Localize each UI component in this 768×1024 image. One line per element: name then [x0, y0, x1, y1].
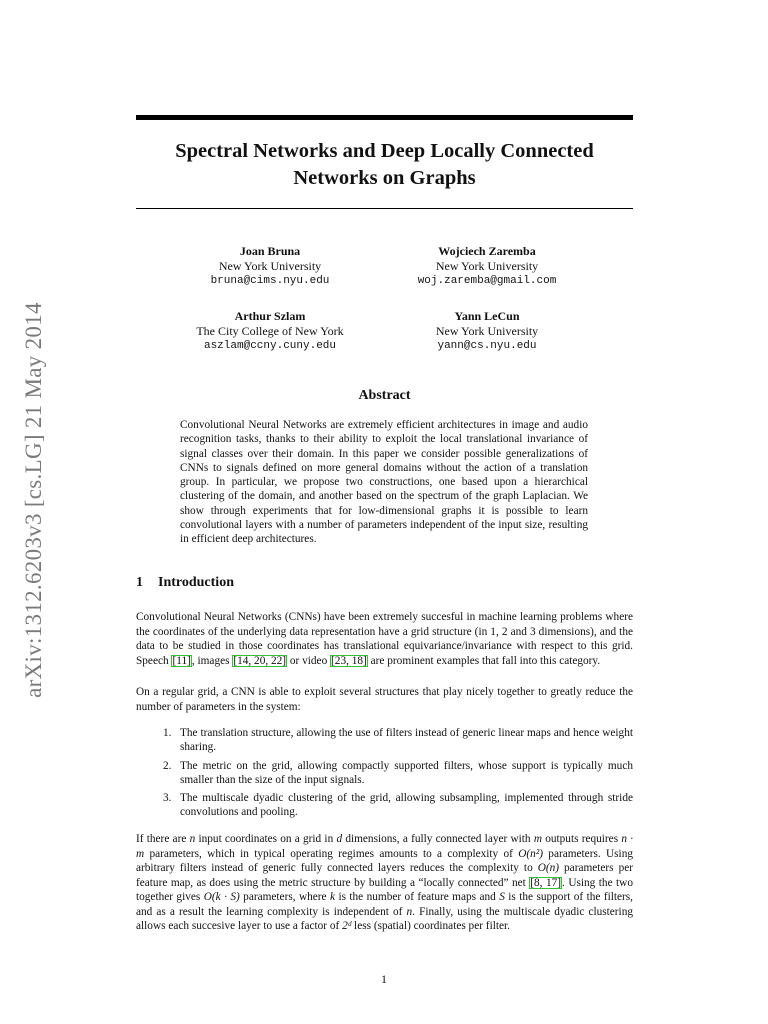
arxiv-identifier-stamp	[14, 270, 54, 730]
list-marker: 2.	[163, 759, 172, 772]
arxiv-identifier-text: arXiv:1312.6203v3 [cs.LG] 21 May 2014	[21, 302, 46, 698]
abstract-heading: Abstract	[358, 388, 411, 403]
author-name: Wojciech Zaremba	[438, 244, 536, 258]
text-run: dimensions, a fully connected layer with	[342, 833, 534, 845]
text-run: outputs requires	[541, 833, 622, 845]
text-run: parameters per feature map, as does using the metric structure by building a “locally connected” net	[136, 862, 633, 889]
list-item-text: The metric on the grid, allowing compactly supported filters, whose support is typically much smaller than the size of the input signals.	[180, 759, 633, 786]
author-email[interactable]: aszlam@ccny.cuny.edu	[203, 340, 337, 352]
author-affiliation: New York University	[435, 259, 539, 273]
author-email[interactable]: woj.zaremba@gmail.com	[417, 275, 557, 287]
author-block	[150, 309, 390, 354]
author-name: Joan Bruna	[239, 244, 301, 258]
intro-paragraph-2: On a regular grid, a CNN is able to exploit several structures that play nicely together to greatly reduce the number of parameters in the system:	[136, 686, 633, 713]
list-item-text: The multiscale dyadic clustering of the grid, allowing subsampling, implemented through stride convolutions and pooling.	[180, 792, 633, 819]
author-block	[367, 244, 607, 289]
intro-paragraph-1	[136, 610, 633, 668]
math-expression: n · m	[136, 833, 634, 860]
math-symbol: S	[499, 891, 505, 903]
text-run: less (spatial) coordinates per filter.	[351, 920, 510, 932]
text-run: input coordinates on a grid in	[195, 833, 337, 845]
math-symbol: m	[533, 833, 542, 845]
page-number: 1	[381, 972, 387, 986]
text-run: are prominent examples that fall into this category.	[367, 654, 601, 667]
paper-title	[136, 138, 633, 192]
citation-link[interactable]: [14, 20, 22]	[233, 654, 287, 667]
title-bottom-rule	[136, 208, 633, 209]
math-expression: 2ᵈ	[342, 920, 352, 932]
math-expression: O(n)	[537, 862, 560, 874]
section-heading-introduction	[136, 575, 234, 591]
paper-title-line-2: Networks on Graphs	[293, 167, 476, 189]
list-item	[163, 791, 633, 820]
author-name: Arthur Szlam	[234, 309, 306, 323]
text-run: parameters, which in typical operating regimes amounts to a complexity of	[144, 847, 519, 860]
text-run: parameters, where	[239, 891, 330, 903]
abstract-body: Convolutional Neural Networks are extremely efficient architectures in image and audio recognition tasks, thanks to their ability to exploit the local translational invariance of signal classes over their domain. In this paper we consider possible generalizations of CNNs to signals defined on more general domains without the action of a translation group. In particular, we propose two constructions, one based upon a hierarchical clustering of the domain, and another based on the spectrum of the graph Laplacian. We show through experiments that for low-dimensional graphs it is possible to learn convolutional layers with a number of parameters independent of the input size, resulting in efficient deep architectures.	[180, 419, 588, 546]
text-run: or video	[287, 654, 331, 667]
title-top-rule	[136, 115, 633, 120]
structure-list	[163, 726, 633, 824]
citation-link[interactable]: [23, 18]	[331, 654, 367, 667]
text-run: Convolutional Neural Networks (CNNs) have been extremely succesful in machine learning problems where the coordinates of the underlying data representation have a grid structure (in 1, 2 and 3 dimensions), and the data to be studied in those coordinates has translational equivariance/invariance with respect to this grid. Speech	[136, 611, 633, 667]
math-symbol: k	[330, 891, 336, 903]
author-block	[150, 244, 390, 289]
math-symbol: n	[189, 833, 196, 845]
text-run: . Using the two together gives	[136, 876, 633, 903]
citation-link[interactable]: [8, 17]	[530, 876, 562, 889]
text-run: , images	[191, 654, 233, 667]
text-run: is the support of the filters, and as a result the learning complexity is independent of	[136, 891, 634, 918]
text-run: parameters. Using arbitrary filters instead of generic fully connected layers reduces the complexity to	[136, 847, 633, 874]
list-marker: 3.	[163, 792, 172, 805]
math-symbol: d	[336, 833, 343, 845]
list-item-text: The translation structure, allowing the use of filters instead of generic linear maps and hence weight sharing.	[180, 727, 633, 754]
section-number: 1	[136, 575, 143, 590]
citation-link[interactable]: [11]	[172, 654, 191, 667]
math-symbol: n	[406, 905, 413, 918]
author-email[interactable]: yann@cs.nyu.edu	[437, 340, 537, 352]
author-affiliation: New York University	[435, 324, 539, 338]
author-block	[367, 309, 607, 354]
author-affiliation: New York University	[218, 259, 322, 273]
math-expression: O(n²)	[518, 847, 543, 860]
text-run: If there are	[136, 833, 190, 845]
paper-title-line-1: Spectral Networks and Deep Locally Connected	[175, 140, 594, 162]
math-expression: O(k · S)	[203, 891, 240, 903]
text-run: is the number of feature maps and	[335, 891, 500, 903]
author-email[interactable]: bruna@cims.nyu.edu	[210, 275, 330, 287]
intro-paragraph-3	[136, 832, 633, 934]
list-marker: 1.	[163, 727, 172, 739]
author-affiliation: The City College of New York	[196, 324, 344, 338]
list-item	[163, 726, 633, 755]
list-item	[163, 759, 633, 788]
section-title: Introduction	[158, 575, 234, 590]
text-run: . Finally, using the multiscale dyadic clustering allows each succesive layer to use a factor of	[136, 905, 633, 932]
author-name: Yann LeCun	[454, 309, 520, 323]
